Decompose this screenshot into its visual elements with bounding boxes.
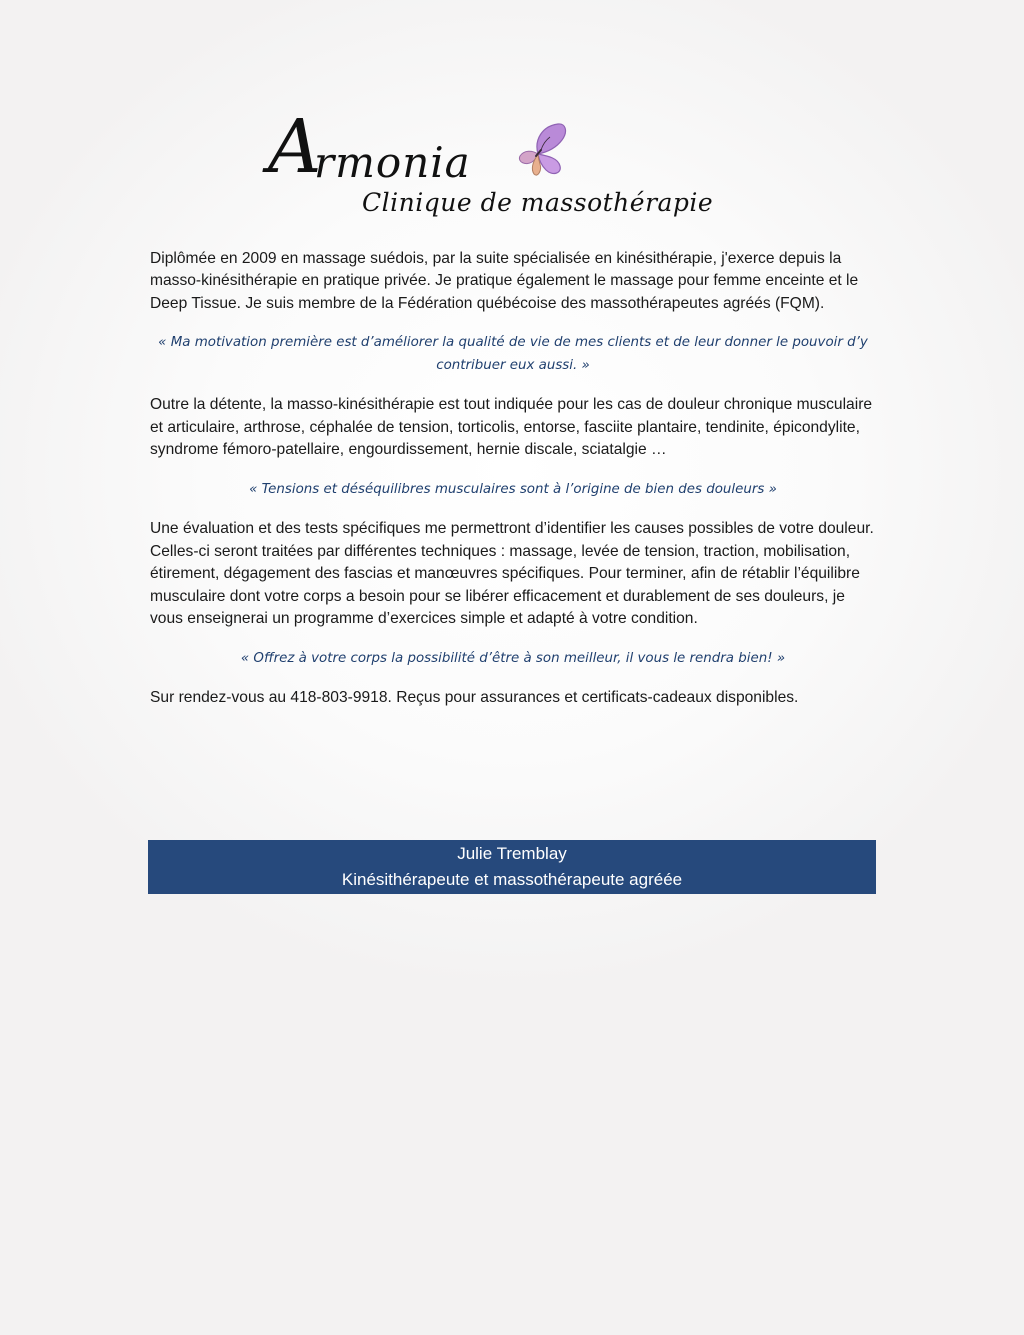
logo-name: rmonia [314, 138, 471, 187]
offer-quote: « Offrez à votre corps la possibilité d’être à son meilleur, il vous le rendra bien! » [240, 651, 786, 667]
indications-paragraph: Outre la détente, la masso-kinésithérapie est tout indiquée pour les cas de douleur chronique musculaire et articulaire, arthrose, céphalée de tension, torticolis, entorse, fasciite plantaire, tendinite, épicondylite, syndrome fémoro-patellaire, engourdissement, hernie discale, sciatalgie … [150, 396, 873, 459]
clinic-logo [268, 104, 728, 228]
butterfly-icon [508, 120, 572, 184]
motivation-quote: « Ma motivation première est d’améliorer la qualité de vie de mes clients et de leur donner le pouvoir d’y contribuer eux aussi. » [158, 335, 868, 374]
footer-banner [148, 840, 876, 894]
therapist-name: Julie Tremblay [457, 844, 567, 863]
logo-subtitle: Clinique de massothérapie [362, 188, 714, 217]
therapist-title: Kinésithérapeute et massothérapeute agrééе [341, 870, 683, 889]
intro-paragraph: Diplômée en 2009 en massage suédois, par la suite spécialisée en kinésithérapie, j'exerce depuis la masso-kinésithérapie en pratique privée. Je pratique également le massage pour femme enceinte et le Deep Tissue. Je suis membre de la Fédération québécoise des massothérapeutes agréés (FQM). [150, 250, 859, 312]
logo-initial: A [268, 104, 322, 190]
appointment-paragraph: Sur rendez-vous au 418-803-9918. Reçus pour assurances et certificats-cadeaux disponibles. [150, 689, 799, 707]
tensions-quote: « Tensions et déséquilibres musculaires sont à l’origine de bien des douleurs » [249, 482, 777, 498]
main-content [150, 248, 876, 710]
treatment-paragraph: Une évaluation et des tests spécifiques me permettront d’identifier les causes possibles de votre douleur. Celles-ci seront traitées par différentes techniques : massage, levée de tension, traction, mobilisation, étirement, dégagement des fascias et manœuvres spécifiques. Pour terminer, afin de rétablir l’équilibre musculaire dont votre corps a besoin pour se libérer efficacement et durablement de ses douleurs, je vous enseignerai un programme d’exercices simple et adapté à votre condition. [150, 520, 874, 628]
